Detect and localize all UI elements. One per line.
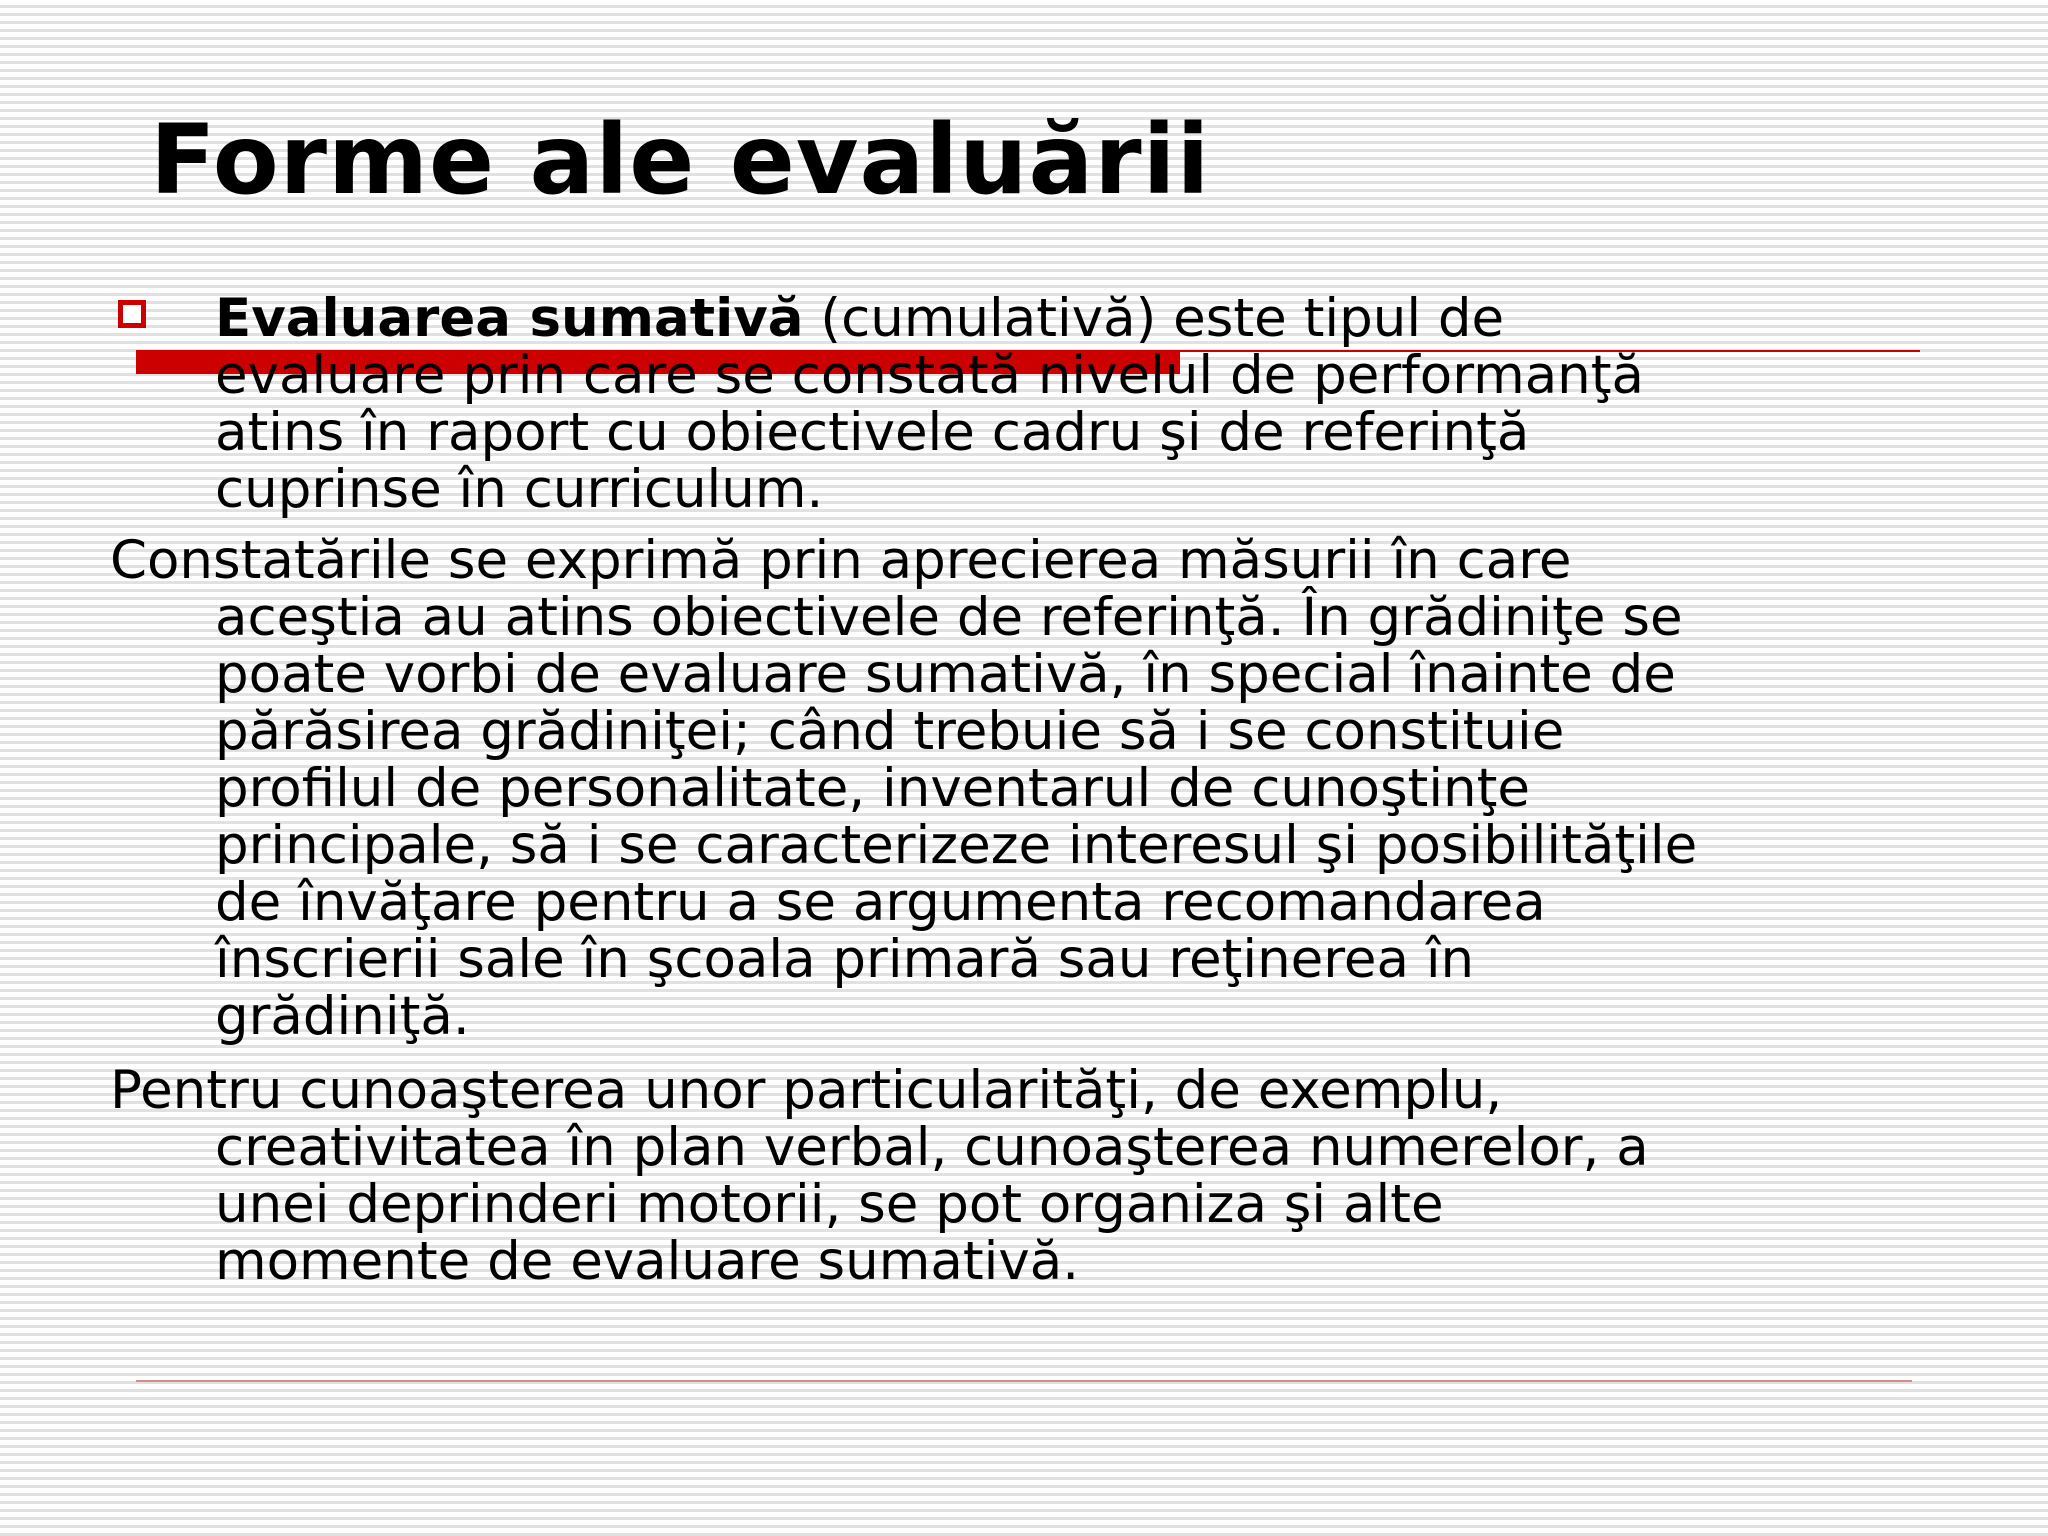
slide-title: Forme ale evaluării: [150, 104, 1211, 216]
hollow-square-bullet-icon: [118, 300, 146, 328]
bullet-text: (cumulativă) este tipul de evaluare prin care se constată nivelul de performanţă atins în raport cu obiectivele cadru şi de referinţă cuprinse în curriculum.: [215, 288, 1645, 520]
footer-rule: [136, 1380, 1912, 1382]
paragraph-cunoastere: Pentru cunoaşterea unor particularităţi, de exemplu, creativitatea în plan verbal, cunoaşterea numerelor, a unei deprinderi motorii, se pot organiza şi alte momente de evaluare sumativă.: [110, 1060, 1649, 1292]
bullet-paragraph: [215, 290, 1935, 518]
bold-term: Evaluarea sumativă: [215, 288, 804, 349]
paragraph-constatari: Constatările se exprimă prin aprecierea măsurii în care aceştia au atins obiectivele de referinţă. În grădiniţe se poate vorbi de evaluare sumativă, în special înainte de părăsirea grădiniţei; când trebuie să i se constituie profilul de personalitate, inventarul de cunoştinţe principale, să i se caracterizeze interesul şi posibilităţile de învăţare pentru a se argumenta recomandarea înscrierii sale în şcoala primară sau reţinerea în grădiniţă.: [110, 530, 1698, 1047]
